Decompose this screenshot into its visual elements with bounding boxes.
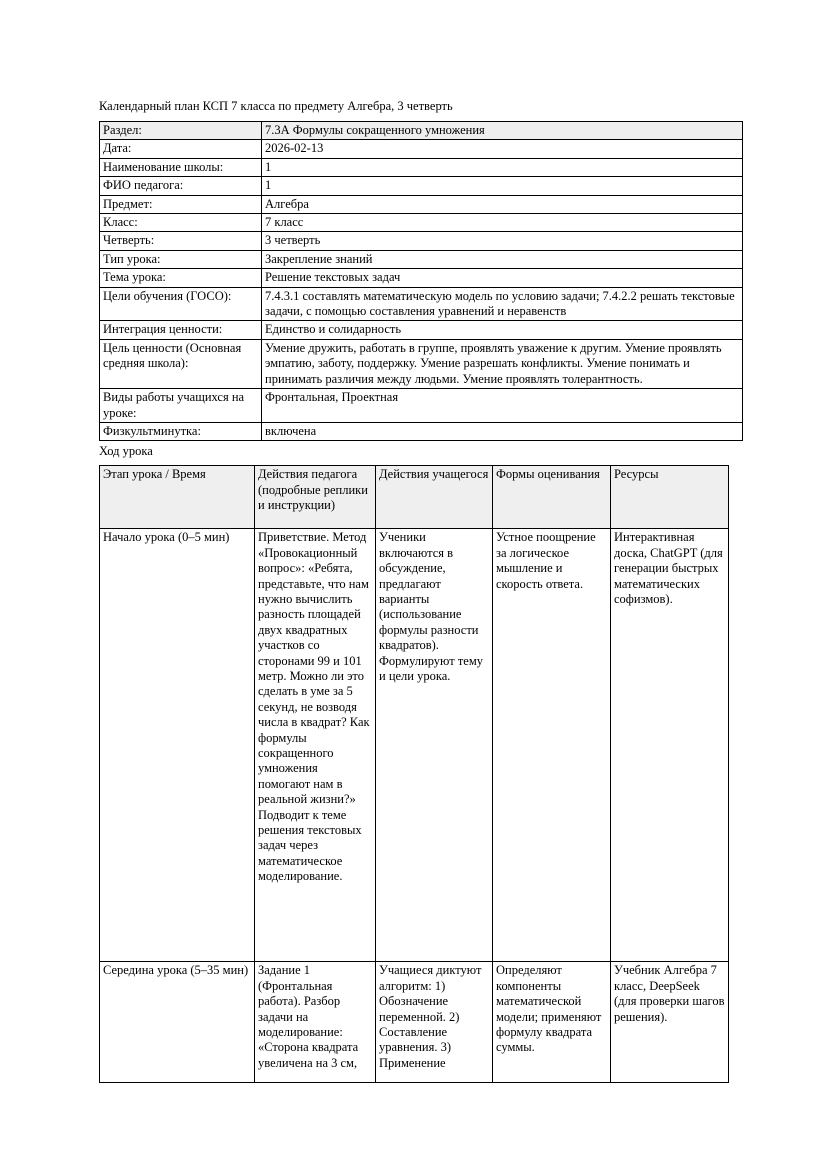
info-label: Виды работы учащихся на уроке: [100,389,262,423]
lesson-info-table [99,121,743,441]
table-row [100,269,743,287]
info-value: Умение дружить, работать в группе, проявлять уважение к другим. Умение проявлять эмпатию, заботу, поддержку. Умение разрешать конфликты. Умение понимать и принимать различия между людьми. Умение проявлять толерантность. [262,339,743,388]
table-row [100,339,743,388]
cell-resources: Учебник Алгебра 7 класс, DeepSeek (для проверки шагов решения). [611,962,729,1083]
column-header-student-actions: Действия учащегося [376,466,493,529]
table-row [100,389,743,423]
column-header-assessment: Формы оценивания [493,466,611,529]
info-label: Четверть: [100,232,262,250]
info-value: 2026-02-13 [262,140,743,158]
info-label: Тема урока: [100,269,262,287]
info-label: Раздел: [100,122,262,140]
table-row [100,529,729,962]
cell-teacher-actions: Приветствие. Метод «Провокационный вопрос»: «Ребята, представьте, что нам нужно вычислить разность площадей двух квадратных участков со сторонами 99 и 101 метр. Можно ли это сделать в уме за 5 секунд, не возводя числа в квадрат? Как формулы сокращенного умножения помогают нам в реальной жизни?» Подводит к теме решения текстовых задач через математическое моделирование. [255,529,376,962]
info-value: Единство и солидарность [262,321,743,339]
cell-assessment: Определяют компоненты математической модели; применяют формулу квадрата суммы. [493,962,611,1083]
table-header-row [100,466,729,529]
page-title: Календарный план КСП 7 класса по предмету Алгебра, 3 четверть [99,99,453,113]
lesson-flow-table [99,465,729,1083]
info-label: Предмет: [100,195,262,213]
info-label: Тип урока: [100,250,262,268]
table-row [100,422,743,440]
cell-teacher-actions: Задание 1 (Фронтальная работа). Разбор задачи на моделирование: «Сторона квадрата увеличена на 3 см, [255,962,376,1083]
info-label: Наименование школы: [100,158,262,176]
info-label: Физкультминутка: [100,422,262,440]
info-value: 1 [262,158,743,176]
lesson-flow-heading: Ход урока [99,444,153,459]
info-value: Алгебра [262,195,743,213]
table-row [100,287,743,321]
table-row [100,122,743,140]
cell-student-actions: Учащиеся диктуют алгоритм: 1) Обозначение переменной. 2) Составление уравнения. 3) Применение [376,962,493,1083]
info-value: 7.4.3.1 составлять математическую модель по условию задачи; 7.4.2.2 решать текстовые задачи, с помощью составления уравнений и неравенств [262,287,743,321]
table-row [100,195,743,213]
info-label: Интеграция ценности: [100,321,262,339]
table-row [100,177,743,195]
info-value: Закрепление знаний [262,250,743,268]
info-value: 7.3А Формулы сокращенного умножения [262,122,743,140]
cell-assessment: Устное поощрение за логическое мышление и скорость ответа. [493,529,611,962]
info-label: Класс: [100,214,262,232]
cell-student-actions: Ученики включаются в обсуждение, предлагают варианты (использование формулы разности квадратов). Формулируют тему и цели урока. [376,529,493,962]
info-value: Фронтальная, Проектная [262,389,743,423]
column-header-resources: Ресурсы [611,466,729,529]
table-row [100,158,743,176]
table-row [100,214,743,232]
cell-stage: Середина урока (5–35 мин) [100,962,255,1083]
document-content [99,98,735,1083]
info-value: 1 [262,177,743,195]
flow-table-head [100,466,729,529]
table-row [100,962,729,1083]
cell-stage: Начало урока (0–5 мин) [100,529,255,962]
info-label: Цель ценности (Основная средняя школа): [100,339,262,388]
table-row [100,140,743,158]
info-label: Цели обучения (ГОСО): [100,287,262,321]
table-row [100,250,743,268]
info-label: ФИО педагога: [100,177,262,195]
info-table-body [100,122,743,441]
cell-resources: Интерактивная доска, ChatGPT (для генерации быстрых математических софизмов). [611,529,729,962]
table-row [100,321,743,339]
table-row [100,232,743,250]
column-header-stage: Этап урока / Время [100,466,255,529]
column-header-teacher-actions: Действия педагога (подробные реплики и инструкции) [255,466,376,529]
info-label: Дата: [100,140,262,158]
info-value: 7 класс [262,214,743,232]
info-value: включена [262,422,743,440]
info-value: Решение текстовых задач [262,269,743,287]
flow-table-body [100,529,729,1083]
info-value: 3 четверть [262,232,743,250]
